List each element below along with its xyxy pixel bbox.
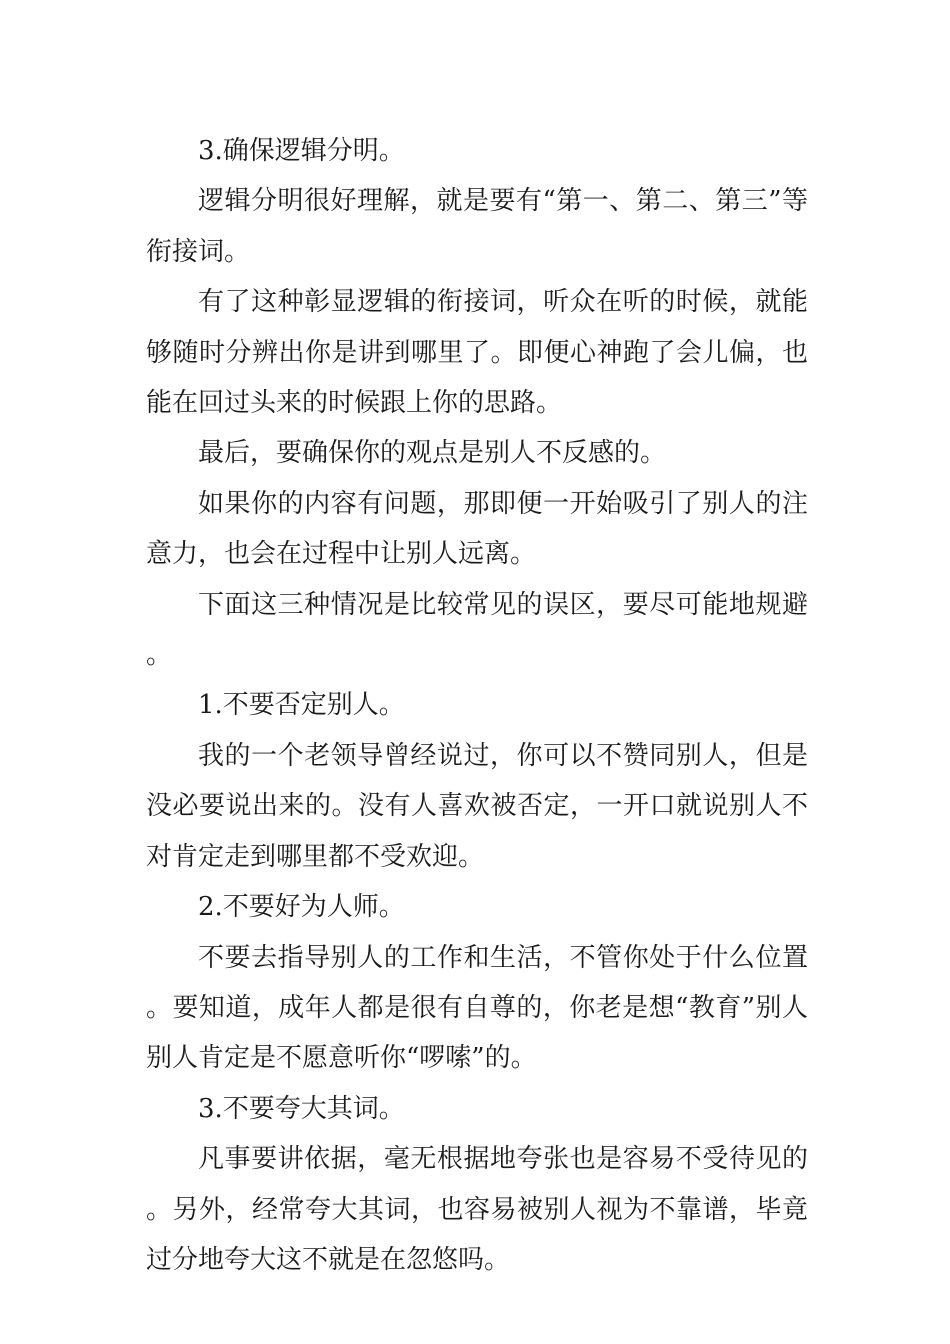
paragraph: 有了这种彰显逻辑的衔接词，听众在听的时候，就能够随时分辨出你是讲到哪里了。即便心神跑了会儿偏，也能在回过头来的时候跟上你的思路。 bbox=[146, 287, 808, 419]
paragraph: 凡事要讲依据，毫无根据地夸张也是容易不受待见的。另外，经常夸大其词，也容易被别人视为不靠谱，毕竟过分地夸大这不就是在忽悠吗。 bbox=[146, 1144, 808, 1275]
paragraph: 逻辑分明很好理解，就是要有“第一、第二、第三”等衔接词。 bbox=[146, 186, 808, 267]
paragraph-heading-1: 3.确保逻辑分明。 bbox=[198, 136, 405, 166]
paragraph-heading-3: 2.不要好为人师。 bbox=[198, 892, 405, 923]
paragraph-heading-2: 1.不要否定别人。 bbox=[198, 690, 405, 721]
paragraph: 最后，要确保你的观点是别人不反感的。 bbox=[198, 438, 667, 469]
document-body bbox=[146, 126, 808, 1285]
paragraph: 我的一个老领导曾经说过，你可以不赞同别人，但是没必要说出来的。没有人喜欢被否定，一开口就说别人不对肯定走到哪里都不受欢迎。 bbox=[146, 740, 808, 872]
paragraph-heading-4: 3.不要夸大其词。 bbox=[198, 1093, 405, 1124]
paragraph: 如果你的内容有问题，那即便一开始吸引了别人的注意力，也会在过程中让别人远离。 bbox=[146, 488, 808, 570]
paragraph: 下面这三种情况是比较常见的误区，要尽可能地规避。 bbox=[146, 589, 808, 671]
paragraph: 不要去指导别人的工作和生活，不管你处于什么位置。要知道，成年人都是很有自尊的，你老是想“教育”别人别人肯定是不愿意听你“啰嗦”的。 bbox=[146, 942, 808, 1074]
